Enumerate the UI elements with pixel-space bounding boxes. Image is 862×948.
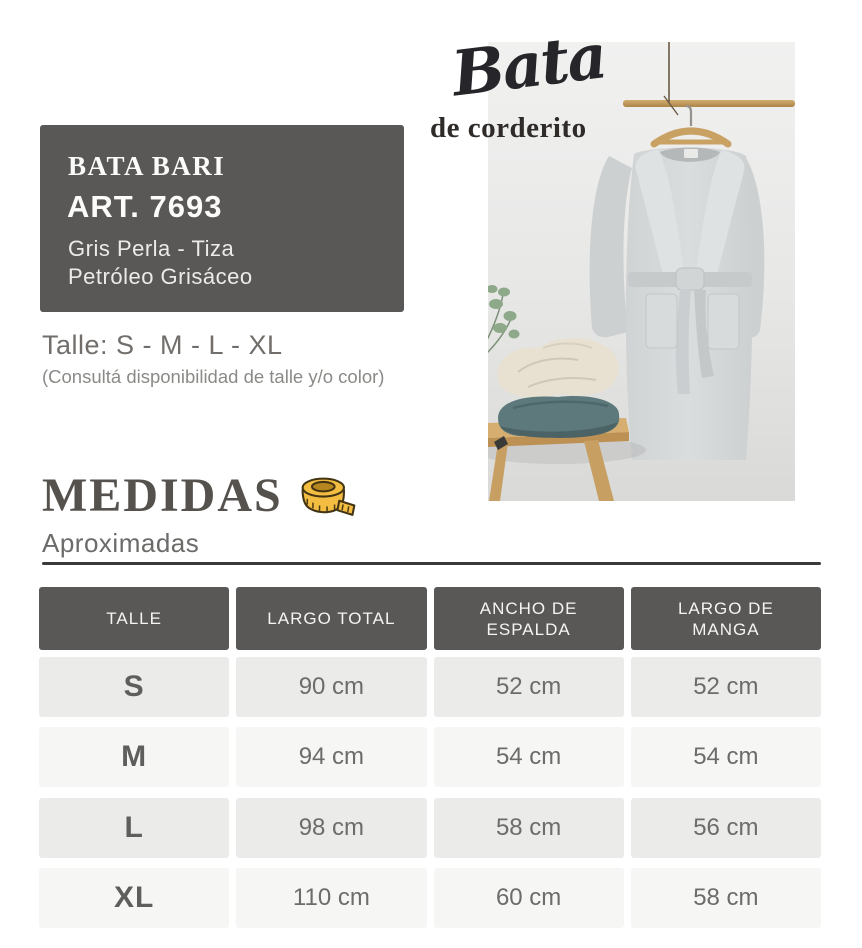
- table-cell: 54 cm: [434, 727, 624, 787]
- column-header-ancho-espalda: ANCHO DE ESPALDA: [434, 587, 624, 650]
- color-options: [68, 235, 253, 291]
- color-line-2: Petróleo Grisáceo: [68, 264, 253, 289]
- table-row-s: [39, 657, 821, 717]
- table-row-m: [39, 727, 821, 787]
- column-header-largo-total: LARGO TOTAL: [236, 587, 426, 650]
- brand-script-title: Bata: [448, 19, 610, 111]
- tape-measure-icon: [296, 474, 360, 520]
- table-cell: 54 cm: [631, 727, 821, 787]
- measures-title: MEDIDAS: [42, 469, 283, 522]
- color-line-1: Gris Perla - Tiza: [68, 236, 235, 261]
- table-row-l: [39, 798, 821, 858]
- measures-subtitle: Aproximadas: [42, 528, 200, 558]
- product-info-box: [40, 125, 404, 312]
- availability-note: (Consultá disponibilidad de talle y/o color): [42, 366, 385, 387]
- table-cell: 56 cm: [631, 798, 821, 858]
- article-number: ART. 7693: [67, 189, 223, 224]
- table-cell: 52 cm: [434, 657, 624, 717]
- size-label: S: [39, 657, 229, 717]
- table-cell: 58 cm: [434, 798, 624, 858]
- size-label: XL: [39, 868, 229, 928]
- sizes-line: Talle: S - M - L - XL: [42, 330, 283, 360]
- divider-line: [42, 562, 821, 565]
- table-cell: 60 cm: [434, 868, 624, 928]
- table-cell: 90 cm: [236, 657, 426, 717]
- size-label: M: [39, 727, 229, 787]
- product-photo: [488, 42, 795, 501]
- size-table-header-row: [39, 587, 821, 650]
- product-name: BATA BARI: [68, 151, 226, 181]
- table-cell: 98 cm: [236, 798, 426, 858]
- size-label: L: [39, 798, 229, 858]
- table-cell: 110 cm: [236, 868, 426, 928]
- table-cell: 58 cm: [631, 868, 821, 928]
- brand-subtitle: de corderito: [430, 112, 587, 144]
- table-cell: 52 cm: [631, 657, 821, 717]
- table-row-xl: [39, 868, 821, 928]
- table-cell: 94 cm: [236, 727, 426, 787]
- column-header-talle: TALLE: [39, 587, 229, 650]
- robe-photo-illustration: [488, 42, 795, 501]
- column-header-largo-manga: LARGO DE MANGA: [631, 587, 821, 650]
